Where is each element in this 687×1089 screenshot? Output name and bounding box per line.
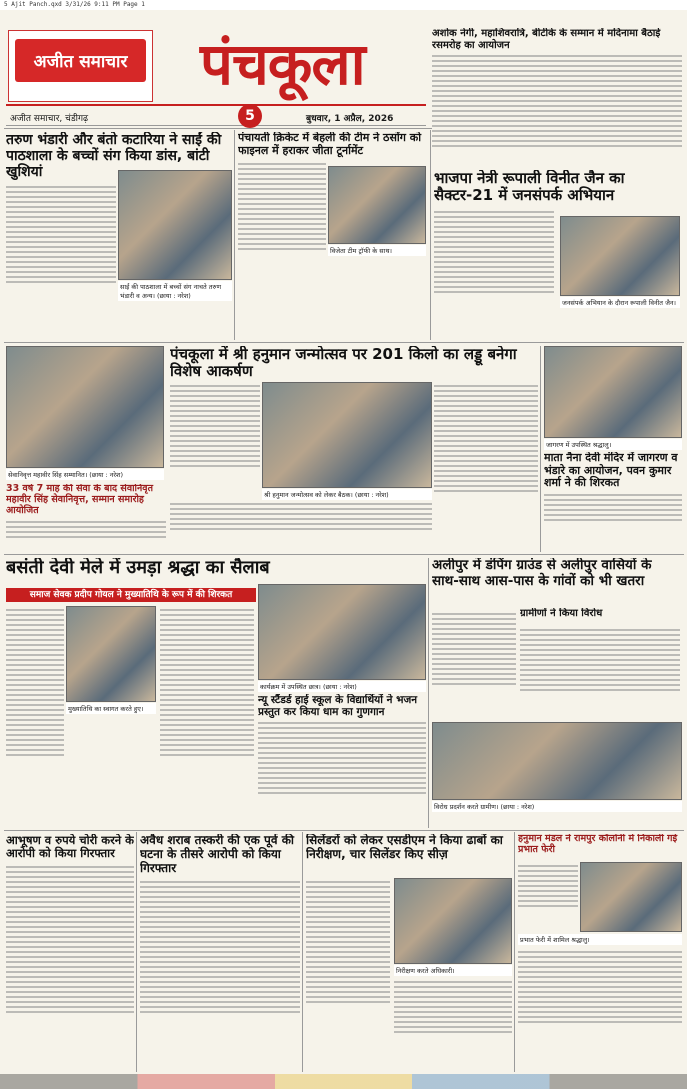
photo-hanuman2 (580, 862, 682, 932)
story-alipur-headline (432, 558, 682, 606)
story-headline: हनुमान मंडल ने रामपुर कॉलोनी में निकाली गई प्रभात फेरी (518, 834, 678, 855)
story-cylinder-body (306, 878, 390, 1068)
photo-caption: जनसंपर्क अभियान के दौरान रूपाली विनीत जैन। (560, 297, 680, 308)
story-alipur-subhead-box (520, 608, 680, 622)
story-hanuman2-body (518, 862, 578, 932)
photo-caption: जागरण में उपस्थित श्रद्धालु। (544, 439, 682, 450)
photo-mata (544, 346, 682, 438)
brand-name: अजीत समाचार (15, 39, 146, 82)
story-headline: अवैध शराब तस्करी की एक पूर्व की घटना के तीसरे आरोपी को किया गिरफ्तार (140, 834, 295, 875)
edition-date: बुधवार, 1 अप्रैल, 2026 (306, 114, 394, 124)
photo-bjp (560, 216, 680, 296)
photo-basanti (66, 606, 156, 702)
photo-cylinder (394, 878, 512, 964)
edition-place: अजीत समाचार, चंडीगढ़ (10, 114, 89, 124)
section-title: पंचकूला (200, 30, 365, 98)
story-subhead: समाज सेवक प्रदीप गोयल ने मुख्यातिथि के रूप में की शिरकत (6, 588, 256, 602)
brand-logo-box (8, 30, 153, 102)
photo-alipur (432, 722, 682, 800)
story-headline: न्यू स्टैंडर्ड हाई स्कूल के विद्यार्थियों ने भजन प्रस्तुत कर किया धाम का गुणगान (258, 694, 418, 719)
story-alipur-body-2 (520, 626, 680, 720)
story-headline: पंचायती क्रिकेट में बेहली की टीम ने ठसोंग को फाइनल में हराकर जीता टूर्नामेंट (238, 132, 422, 157)
story-cylinder-body-2 (394, 978, 512, 1068)
story-headline: पंचकूला में श्री हनुमान जन्मोत्सव पर 201 किलो का लड्डू बनेगा विशेष आकर्षण (170, 346, 517, 381)
photo-mahavir (6, 346, 164, 468)
story-hanuman-headline (170, 346, 540, 382)
story-hanuman-body-1 (170, 382, 260, 502)
photo-school (258, 584, 426, 680)
photo-caption: विरोध प्रदर्शन करते ग्रामीण। (छाया : नरेश) (432, 801, 682, 812)
photo-caption: प्रभात फेरी में शामिल श्रद्धालु। (518, 934, 682, 945)
story-school (258, 694, 426, 826)
photo-cricket (328, 166, 426, 244)
story-liquor (140, 834, 300, 1070)
photo-tarun (118, 170, 232, 280)
story-subhead: ग्रामीणों ने किया विरोध (520, 608, 603, 619)
story-gold (6, 834, 134, 1070)
story-hanuman2-body-2 (518, 948, 682, 1068)
story-hanuman-body-3 (170, 500, 432, 550)
photo-caption: निरीक्षण करते अधिकारी। (394, 965, 512, 976)
photo-caption: श्री हनुमान जन्मोत्सव को लेकर बैठक। (छाया : नरेश) (262, 489, 432, 500)
story-headline: आभूषण व रुपये चोरी करने के आरोपी को किया गिरफ्तार (6, 834, 134, 861)
story-headline: माता नैना देवी मंदिर में जागरण व भंडारे का आयोजन, पवन कुमार शर्मा ने की शिरकत (544, 452, 678, 490)
print-color-bar (0, 1074, 687, 1089)
story-headline: तरुण भंडारी और बंतो कटारिया ने साईं की पाठशाला के बच्चों संग किया डांस, बांटी खुशियां (6, 132, 222, 181)
story-basanti-body (6, 606, 64, 826)
story-headline: बसंती देवी मेले में उमड़ा श्रद्धा का सैलाब (6, 558, 270, 578)
photo-caption: कार्यक्रम में उपस्थित छात्र। (छाया : नरेश) (258, 681, 426, 692)
dateline (6, 104, 426, 126)
story-basanti-body-2 (160, 606, 254, 826)
story-headline: अशोक नेगी, महाशिवरात्रि, बीटीके के सम्मान में मदिनामा बैठाई रसमरोह का आयोजन (432, 28, 661, 51)
story-headline: भाजपा नेत्री रूपाली विनीत जैन का सैक्टर-21 में जनसंपर्क अभियान (434, 170, 625, 205)
story-hanuman-body-2 (434, 382, 538, 542)
photo-hanuman (262, 382, 432, 488)
story-cylinder-headline (306, 834, 512, 874)
story-headline: अलीपुर में डंपिंग ग्राउंड से अलीपुर वासियों के साथ-साथ आस-पास के गांवों को भी खतरा (432, 558, 652, 589)
photo-caption: मुख्यातिथि का स्वागत करते हुए। (66, 703, 156, 714)
story-headline: सिलेंडरों को लेकर एसडीएम ने किया ढाबों का निरीक्षण, चार सिलेंडर किए सीज़ (306, 834, 503, 861)
print-slug: 5 Ajit Panch.qxd 3/31/26 9:11 PM Page 1 (0, 0, 687, 10)
story-headline: 33 वर्ष 7 माह की सेवा के बाद सेवानिवृत महावीर सिंह सेवानिवृत्त, सम्मान समारोह आयोजित (6, 484, 153, 516)
page-number: 5 (238, 104, 262, 128)
story-mata (544, 452, 682, 550)
photo-caption: सेवानिवृत्त महावीर सिंह सम्मानित। (छाया : नरेश) (6, 469, 164, 480)
photo-caption: साईं की पाठशाला में बच्चों संग नाचते तरुण भंडारी व अन्य। (छाया : नरेश) (118, 281, 232, 301)
story-alipur-body (432, 610, 516, 720)
photo-caption: विजेता टीम ट्रॉफी के साथ। (328, 245, 426, 256)
story-hanuman2-headline (518, 834, 682, 858)
story-top-right (432, 28, 682, 168)
story-mahavir (6, 484, 166, 550)
